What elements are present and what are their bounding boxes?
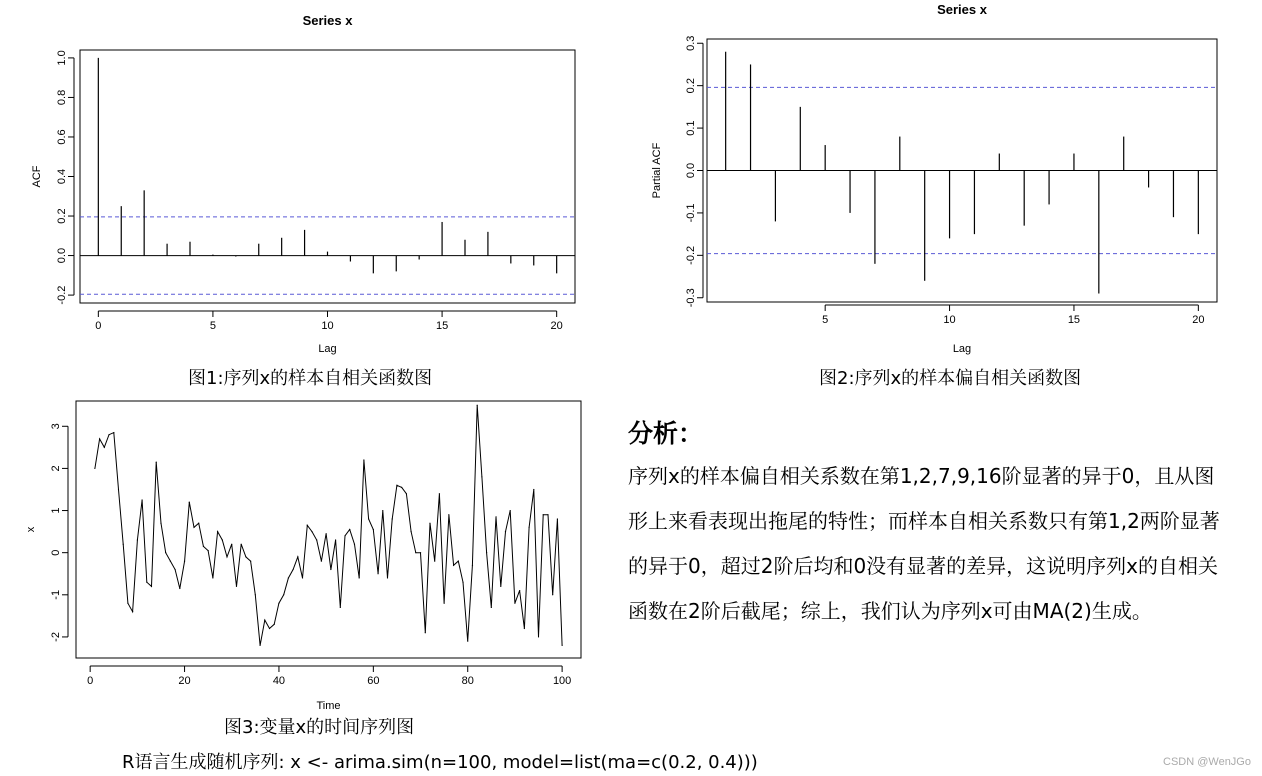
- series-point: [519, 590, 520, 591]
- x-tick-label: 10: [943, 314, 956, 326]
- series-point: [439, 493, 440, 494]
- series-point: [524, 628, 525, 629]
- series-point: [387, 577, 388, 578]
- series-point: [429, 523, 430, 524]
- series-point: [316, 539, 317, 540]
- series-point: [373, 529, 374, 530]
- series-point: [269, 628, 270, 629]
- series-point: [311, 531, 312, 532]
- series-point: [377, 573, 378, 574]
- y-tick-label: -1: [50, 589, 62, 600]
- x-axis-label: Time: [316, 700, 341, 712]
- series-point: [368, 518, 369, 519]
- series-point: [467, 641, 468, 642]
- series-point: [108, 434, 109, 435]
- series-point: [156, 461, 157, 462]
- series-point: [543, 514, 544, 515]
- y-tick-label: 0.1: [685, 120, 697, 136]
- series-point: [486, 552, 487, 553]
- plot-frame: [76, 401, 581, 658]
- series-point: [104, 447, 105, 448]
- series-point: [477, 405, 478, 406]
- series-point: [349, 529, 350, 530]
- y-tick-label: 0: [50, 549, 62, 556]
- series-point: [118, 489, 119, 490]
- series-point: [175, 569, 176, 570]
- series-point: [123, 544, 124, 545]
- series-point: [458, 560, 459, 561]
- y-tick-label: 0.2: [56, 208, 68, 224]
- y-tick-label: -2: [50, 632, 62, 642]
- series-point: [259, 645, 260, 646]
- series-point: [330, 569, 331, 570]
- series-point: [363, 459, 364, 460]
- x-tick-label: 5: [209, 320, 216, 332]
- y-axis-label: x: [25, 526, 37, 533]
- series-point: [472, 565, 473, 566]
- series-point: [495, 516, 496, 517]
- series-point: [434, 560, 435, 561]
- series-point: [462, 582, 463, 583]
- series-point: [137, 539, 138, 540]
- y-tick-label: 2: [50, 465, 62, 472]
- series-point: [245, 556, 246, 557]
- series-point: [283, 594, 284, 595]
- x-tick-label: 60: [367, 675, 380, 687]
- series-point: [250, 560, 251, 561]
- x-tick-label: 0: [95, 320, 102, 332]
- acf-chart-svg: [0, 0, 600, 360]
- series-point: [113, 432, 114, 433]
- series-point: [222, 539, 223, 540]
- acf-chart: [0, 0, 600, 360]
- pacf-chart: [620, 0, 1260, 360]
- series-point: [99, 438, 100, 439]
- x-tick-label: 20: [1192, 314, 1205, 326]
- series-point: [335, 539, 336, 540]
- timeseries-chart-svg: [0, 390, 600, 720]
- series-point: [141, 499, 142, 500]
- plot-frame: [80, 50, 575, 303]
- x-tick-label: 20: [178, 675, 191, 687]
- series-point: [297, 556, 298, 557]
- series-point: [481, 476, 482, 477]
- series-point: [340, 607, 341, 608]
- series-point: [401, 487, 402, 488]
- x-tick-label: 20: [550, 320, 563, 332]
- y-tick-label: 0.2: [685, 78, 697, 94]
- y-tick-label: -0.2: [685, 245, 697, 265]
- series-point: [415, 552, 416, 553]
- series-point: [302, 577, 303, 578]
- series-point: [208, 550, 209, 551]
- series-point: [165, 552, 166, 553]
- series-point: [354, 544, 355, 545]
- series-point: [189, 502, 190, 503]
- series-point: [547, 514, 548, 515]
- y-tick-label: 0.3: [685, 35, 697, 51]
- series-point: [359, 577, 360, 578]
- series-point: [293, 569, 294, 570]
- series-point: [184, 560, 185, 561]
- series-point: [528, 527, 529, 528]
- x-tick-label: 15: [1067, 314, 1081, 326]
- series-point: [444, 603, 445, 604]
- series-point: [236, 586, 237, 587]
- series-point: [132, 611, 133, 612]
- x-tick-label: 40: [272, 675, 286, 687]
- y-axis-label: ACF: [31, 165, 43, 188]
- fig3-caption: 图3:变量x的时间序列图: [224, 717, 415, 738]
- series-point: [396, 485, 397, 486]
- series-point: [557, 518, 558, 519]
- series-point: [231, 544, 232, 545]
- fig1-caption: 图1:序列x的样本自相关函数图: [188, 368, 433, 389]
- series-point: [500, 586, 501, 587]
- y-tick-label: 0.0: [685, 162, 697, 179]
- series-point: [410, 531, 411, 532]
- series-point: [533, 489, 534, 490]
- series-line: [95, 405, 562, 645]
- series-point: [425, 632, 426, 633]
- x-axis-label: Lag: [318, 343, 337, 355]
- series-point: [94, 468, 95, 469]
- r-code-line: R语言生成随机序列: x <- arima.sim(n=100, model=list(ma=c(0.2, 0.4))): [122, 752, 758, 773]
- x-tick-label: 15: [435, 320, 449, 332]
- fig2-caption: 图2:序列x的样本偏自相关函数图: [819, 368, 1082, 389]
- csdn-watermark: CSDN @WenJGo: [1163, 756, 1251, 768]
- series-point: [448, 514, 449, 515]
- series-point: [514, 603, 515, 604]
- series-point: [146, 582, 147, 583]
- series-point: [505, 531, 506, 532]
- y-axis-label: Partial ACF: [651, 142, 663, 199]
- series-point: [198, 523, 199, 524]
- series-point: [552, 594, 553, 595]
- series-point: [170, 560, 171, 561]
- series-point: [226, 556, 227, 557]
- y-tick-label: 0.4: [56, 168, 68, 185]
- series-point: [491, 607, 492, 608]
- pacf-chart-svg: [620, 0, 1260, 360]
- series-point: [274, 624, 275, 625]
- series-point: [217, 531, 218, 532]
- series-point: [344, 535, 345, 536]
- chart-title: Series x: [302, 13, 353, 28]
- series-point: [203, 546, 204, 547]
- series-point: [510, 510, 511, 511]
- y-tick-label: 1.0: [56, 50, 68, 66]
- x-tick-label: 5: [822, 314, 829, 326]
- y-tick-label: 1: [49, 507, 62, 514]
- x-tick-label: 80: [461, 675, 474, 687]
- y-tick-label: -0.3: [685, 288, 697, 308]
- x-axis-label: Lag: [952, 343, 972, 355]
- y-tick-label: -0.1: [685, 203, 697, 223]
- timeseries-chart: [0, 390, 600, 720]
- series-point: [160, 523, 161, 524]
- chart-title: Series x: [937, 2, 987, 17]
- series-point: [307, 525, 308, 526]
- series-point: [562, 645, 563, 646]
- series-point: [382, 510, 383, 511]
- series-point: [241, 544, 242, 545]
- series-point: [321, 560, 322, 561]
- analysis-heading: 分析：: [628, 419, 704, 448]
- series-point: [392, 518, 393, 519]
- series-point: [453, 565, 454, 566]
- series-point: [278, 603, 279, 604]
- series-point: [255, 594, 256, 595]
- y-tick-label: 0.8: [56, 89, 68, 106]
- series-point: [288, 577, 289, 578]
- series-point: [406, 493, 407, 494]
- y-tick-label: 0.0: [56, 247, 68, 264]
- series-point: [538, 636, 539, 637]
- series-point: [151, 586, 152, 587]
- series-point: [326, 533, 327, 534]
- series-point: [193, 527, 194, 528]
- series-point: [127, 603, 128, 604]
- y-tick-label: 0.6: [56, 129, 68, 145]
- series-point: [212, 577, 213, 578]
- series-point: [420, 552, 421, 553]
- series-point: [264, 619, 265, 620]
- analysis-body: 序列x的样本偏自相关系数在第1,2,7,9,16阶显著的异于0，且从图形上来看表现出拖尾的特性；而样本自相关系数只有第1,2两阶显著的异于0，超过2阶后均和0没有显著的差异，这说明序列x的自相关函数在2阶后截尾；综上，我们认为序列x可由MA(2)生成。: [628, 464, 1220, 623]
- y-tick-label: 3: [50, 423, 62, 430]
- x-tick-label: 10: [321, 320, 334, 332]
- y-tick-label: -0.2: [56, 285, 68, 305]
- series-point: [179, 588, 180, 589]
- x-tick-label: 0: [87, 675, 94, 687]
- x-tick-label: 100: [552, 675, 572, 687]
